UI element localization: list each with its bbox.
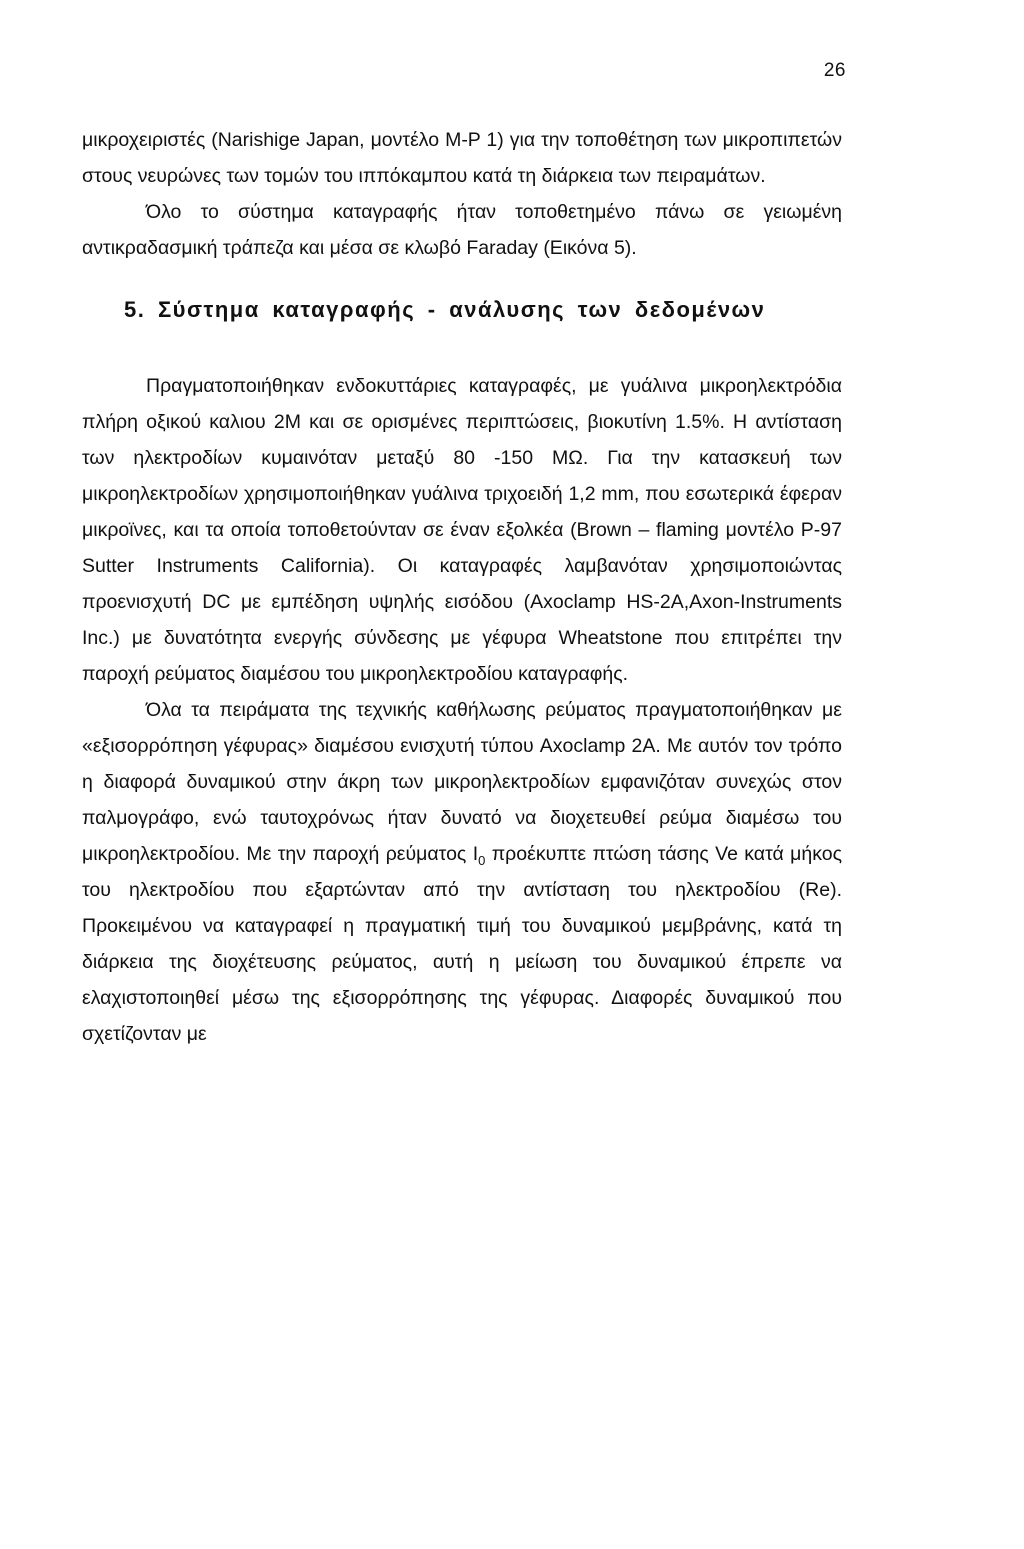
paragraph-micromanipulators: μικροχειριστές (Narishige Japan, μοντέλο M-P 1) για την τοποθέτηση των μικροπιπετών στους νευρώνες των τομών του ιππόκαμπου κατά τη διάρκεια των πειραμάτων. xyxy=(82,129,842,187)
paragraph-current-clamp xyxy=(82,692,842,1052)
paragraph-intracellular-recordings: Πραγματοποιήθηκαν ενδοκυττάριες καταγραφές, με γυάλινα μικροηλεκτρόδια πλήρη οξικού καλιου 2M και σε ορισμένες περιπτώσεις, βιοκυτίνη 1.5%. Η αντίσταση των ηλεκτροδίων κυμαινόταν μεταξύ 80 -150 MΩ. Για την κατασκευή των μικροηλεκτροδίων χρησιμοποιήθηκαν γυάλινα τριχοειδή 1,2 mm, που εσωτερικά έφεραν μικροϊνες, και τα οποία τοποθετούνταν σε έναν εξολκέα (Brown – flaming μοντέλο P-97 Sutter Instruments California). Οι καταγραφές λαμβανόταν χρησιμοποιώντας προενισχυτή DC με εμπέδηση υψηλής εισόδου (Axoclamp HS-2A,Axon-Instruments Inc.) με δυνατότητα ενεργής σύνδεσης με γέφυρα Wheatstone που επιτρέπει την παροχή ρεύματος διαμέσου του μικροηλεκτροδίου καταγραφής. xyxy=(82,375,842,685)
section-heading: 5. Σύστημα καταγραφής - ανάλυσης των δεδομένων xyxy=(124,297,766,322)
document-body xyxy=(82,122,842,1052)
paragraph-current-clamp-part1: Όλα τα πειράματα της τεχνικής καθήλωσης ρεύματος πραγματοποιήθηκαν με «εξισορρόπηση γέφυρας» διαμέσου ενισχυτή τύπου Axoclamp 2A. Με αυτόν τον τρόπο η διαφορά δυναμικού στην άκρη των μικροηλεκτροδίων εμφανιζόταν συνεχώς στον παλμογράφο, ενώ ταυτοχρόνως ήταν δυνατό να διοχετευθεί ρεύμα διαμέσω του μικροηλεκτροδίου. Με την παροχή ρεύματος I xyxy=(82,699,842,865)
subscript-zero: 0 xyxy=(478,852,486,868)
paragraph-current-clamp-part2: προέκυπτε πτώση τάσης Ve κατά μήκος του ηλεκτροδίου που εξαρτώνταν από την αντίσταση του ηλεκτροδίου (Re). Προκειμένου να καταγραφεί η πραγματική τιμή του δυναμικού μεμβράνης, κατά τη διάρκεια της διοχέτευσης ρεύματος, αυτή η μείωση του δυναμικού έπρεπε να ελαχιστοποιηθεί μέσω της εξισορρόπησης της γέφυρας. Διαφορές δυναμικού που σχετίζονταν με xyxy=(82,843,842,1045)
paragraph-recording-setup: Όλο το σύστημα καταγραφής ήταν τοποθετημένο πάνω σε γειωμένη αντικραδασμική τράπεζα και μέσα σε κλωβό Faraday (Εικόνα 5). xyxy=(82,201,842,259)
page-number: 26 xyxy=(823,60,846,81)
